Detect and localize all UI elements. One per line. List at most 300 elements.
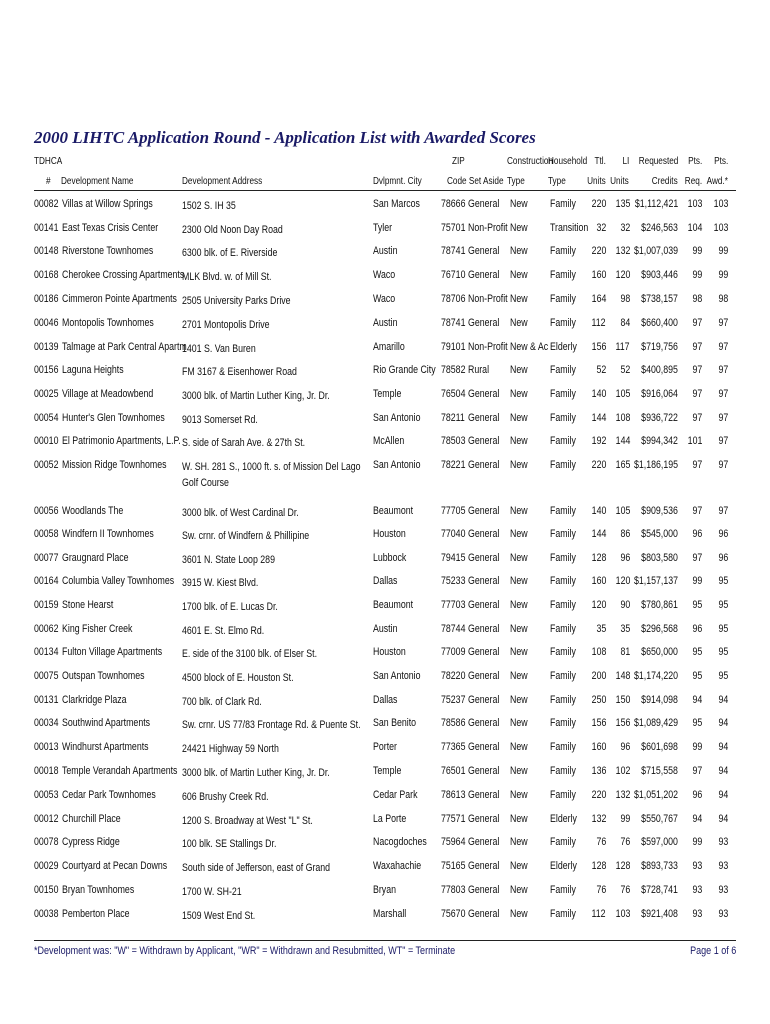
cell-zip: 77803 [441,884,466,896]
cell-total-units: 156 [591,717,606,729]
cell-set-aside: General [468,908,500,920]
cell-total-units: 136 [591,765,606,777]
cell-construction-type: New [510,245,528,257]
header-requested: Requested [638,156,678,167]
cell-tdhca-number: 00134 [34,646,59,658]
cell-set-aside: General [468,884,500,896]
cell-construction-type: New [510,435,528,447]
cell-construction-type: New & Ac [510,341,549,353]
cell-zip: 77703 [441,599,466,611]
cell-household-type: Family [550,575,576,587]
cell-total-units: 164 [591,293,606,305]
cell-city: Houston [373,646,406,658]
cell-points-awarded: 93 [718,884,728,896]
cell-development-address: FM 3167 & Eisenhower Road [182,366,297,378]
cell-tdhca-number: 00054 [34,412,59,424]
cell-set-aside: General [468,670,500,682]
cell-city: Cedar Park [373,789,418,801]
cell-household-type: Family [550,412,576,424]
cell-points-requested: 97 [692,388,702,400]
cell-total-units: 76 [596,836,606,848]
cell-total-units: 144 [591,528,606,540]
cell-tdhca-number: 00034 [34,717,59,729]
cell-zip: 75964 [441,836,466,848]
cell-construction-type: New [510,364,528,376]
header-zip-top: ZIP [452,156,465,167]
cell-set-aside: General [468,245,500,257]
cell-development-name: Clarkridge Plaza [62,694,127,706]
cell-points-awarded: 94 [718,765,728,777]
cell-zip: 76710 [441,269,466,281]
cell-development-name: Cherokee Crossing Apartments [62,269,185,281]
cell-points-requested: 99 [692,269,702,281]
cell-points-requested: 99 [692,836,702,848]
cell-zip: 78211 [441,412,465,424]
cell-requested-credits: $1,089,429 [633,717,678,729]
cell-development-name: Cypress Ridge [62,836,120,848]
report-title: 2000 LIHTC Application Round - Application List with Awarded Scores [34,128,536,147]
cell-household-type: Family [550,317,576,329]
cell-points-awarded: 95 [718,599,728,611]
cell-total-units: 128 [591,860,606,872]
cell-household-type: Family [550,293,576,305]
cell-requested-credits: $1,112,421 [634,198,678,210]
cell-development-name: Cedar Park Townhomes [62,789,156,801]
cell-household-type: Family [550,694,576,706]
cell-li-units: 35 [620,623,630,635]
cell-development-address: Sw. crnr. of Windfern & Phillipine [182,530,310,542]
cell-development-name: Temple Verandah Apartments [62,765,178,777]
cell-set-aside: General [468,860,500,872]
header-number: # [46,176,51,187]
cell-development-address: 2300 Old Noon Day Road [182,224,283,236]
cell-tdhca-number: 00075 [34,670,59,682]
cell-requested-credits: $909,536 [641,505,678,517]
cell-li-units: 132 [615,789,630,801]
cell-construction-type: New [510,505,528,517]
cell-set-aside: General [468,435,500,447]
cell-development-name: Fulton Village Apartments [62,646,163,658]
cell-city: Waco [373,293,396,305]
cell-total-units: 144 [591,412,606,424]
cell-set-aside: General [468,623,500,635]
cell-development-name: Courtyard at Pecan Downs [62,860,168,872]
cell-li-units: 120 [615,269,630,281]
cell-set-aside: General [468,269,500,281]
cell-set-aside: General [468,789,500,801]
cell-requested-credits: $728,741 [641,884,678,896]
cell-city: Houston [373,528,406,540]
header-points-requested: Req. [684,176,702,187]
cell-development-name: Talmage at Park Central Apartm [62,341,187,353]
cell-requested-credits: $400,895 [641,364,678,376]
cell-total-units: 220 [591,198,606,210]
cell-requested-credits: $914,098 [641,694,678,706]
cell-development-name: Mission Ridge Townhomes [62,459,167,471]
cell-total-units: 132 [591,813,606,825]
cell-tdhca-number: 00058 [34,528,59,540]
cell-development-address: 1502 S. IH 35 [182,200,236,212]
cell-set-aside: General [468,528,500,540]
cell-points-requested: 94 [692,813,702,825]
cell-construction-type: New [510,717,528,729]
header-household: Household [548,156,588,167]
cell-requested-credits: $1,051,202 [633,789,678,801]
cell-points-awarded: 97 [718,505,728,517]
cell-set-aside: General [468,813,500,825]
cell-development-address: 3601 N. State Loop 289 [182,554,275,566]
header-points-req-top: Pts. [687,156,702,167]
cell-total-units: 128 [591,552,606,564]
cell-requested-credits: $893,733 [641,860,678,872]
cell-requested-credits: $1,174,220 [633,670,678,682]
cell-points-requested: 98 [692,293,702,305]
cell-total-units: 32 [596,222,606,234]
cell-set-aside: General [468,765,500,777]
cell-set-aside: General [468,317,500,329]
cell-tdhca-number: 00141 [34,222,59,234]
cell-points-awarded: 95 [718,575,728,587]
cell-li-units: 132 [615,245,630,257]
cell-household-type: Family [550,623,576,635]
cell-total-units: 112 [591,908,606,920]
cell-points-awarded: 97 [718,364,728,376]
cell-points-requested: 95 [692,599,702,611]
cell-zip: 78586 [441,717,466,729]
cell-points-awarded: 97 [718,459,728,471]
cell-li-units: 81 [620,646,630,658]
cell-points-awarded: 97 [718,341,728,353]
cell-development-name: Columbia Valley Townhomes [62,575,175,587]
cell-zip: 77365 [441,741,466,753]
cell-development-address: 2505 University Parks Drive [182,295,291,307]
cell-tdhca-number: 00150 [34,884,59,896]
cell-city: Tyler [373,222,393,234]
cell-points-awarded: 97 [718,388,728,400]
cell-set-aside: General [468,388,500,400]
header-requested-credits: Credits [652,176,678,187]
cell-development-address: 3000 blk. of West Cardinal Dr. [182,507,299,519]
cell-li-units: 148 [615,670,630,682]
cell-development-name: Montopolis Townhomes [62,317,154,329]
cell-zip: 75165 [441,860,466,872]
cell-development-address: 1700 blk. of E. Lucas Dr. [182,601,278,613]
cell-development-address: MLK Blvd. w. of Mill St. [182,271,272,283]
cell-points-awarded: 103 [713,222,728,234]
cell-zip: 79101 [441,341,466,353]
footer-divider [34,940,736,941]
cell-li-units: 32 [620,222,630,234]
cell-construction-type: New [510,908,528,920]
cell-zip: 78706 [441,293,466,305]
cell-li-units: 108 [615,412,630,424]
cell-zip: 78741 [441,317,466,329]
cell-total-units: 160 [591,269,606,281]
cell-development-address: 4601 E. St. Elmo Rd. [182,625,265,637]
cell-total-units: 108 [591,646,606,658]
cell-points-requested: 97 [692,341,702,353]
cell-requested-credits: $936,722 [641,412,678,424]
cell-zip: 77009 [441,646,466,658]
cell-li-units: 96 [620,741,630,753]
cell-city: San Antonio [373,670,421,682]
cell-requested-credits: $994,342 [641,435,678,447]
cell-zip: 77705 [441,505,466,517]
cell-set-aside: General [468,412,500,424]
cell-points-awarded: 97 [718,435,728,447]
cell-household-type: Elderly [550,813,577,825]
cell-development-name: Stone Hearst [62,599,114,611]
cell-set-aside: General [468,717,500,729]
cell-development-name: El Patrimonio Apartments, L.P. [62,435,181,447]
cell-li-units: 52 [620,364,630,376]
cell-construction-type: New [510,599,528,611]
cell-tdhca-number: 00012 [34,813,59,825]
cell-requested-credits: $1,007,039 [633,245,678,257]
cell-requested-credits: $660,400 [641,317,678,329]
header-divider [34,190,736,191]
cell-requested-credits: $719,756 [641,341,678,353]
cell-tdhca-number: 00010 [34,435,59,447]
cell-points-requested: 103 [687,198,702,210]
cell-requested-credits: $597,000 [641,836,678,848]
cell-points-requested: 97 [692,765,702,777]
cell-total-units: 160 [591,575,606,587]
cell-zip: 75670 [441,908,466,920]
cell-household-type: Family [550,388,576,400]
cell-zip: 78666 [441,198,466,210]
cell-city: Dallas [373,575,398,587]
cell-city: Austin [373,317,398,329]
cell-set-aside: General [468,198,500,210]
cell-construction-type: New [510,765,528,777]
cell-city: Marshall [373,908,407,920]
cell-requested-credits: $715,558 [641,765,678,777]
cell-zip: 77571 [441,813,466,825]
cell-points-requested: 96 [692,623,702,635]
cell-household-type: Family [550,364,576,376]
cell-city: Lubbock [373,552,407,564]
cell-points-awarded: 97 [718,317,728,329]
cell-development-name: East Texas Crisis Center [62,222,159,234]
cell-construction-type: New [510,836,528,848]
cell-total-units: 160 [591,741,606,753]
cell-development-address: 3000 blk. of Martin Luther King, Jr. Dr. [182,390,330,402]
cell-total-units: 140 [591,388,606,400]
header-development-name: Development Name [61,176,134,187]
cell-household-type: Family [550,505,576,517]
cell-requested-credits: $246,563 [641,222,678,234]
cell-tdhca-number: 00186 [34,293,59,305]
cell-construction-type: New [510,813,528,825]
cell-total-units: 76 [596,884,606,896]
cell-li-units: 98 [620,293,630,305]
cell-zip: 78741 [441,245,466,257]
cell-development-name: Graugnard Place [62,552,129,564]
cell-points-requested: 97 [692,459,702,471]
cell-tdhca-number: 00062 [34,623,59,635]
cell-set-aside: General [468,836,500,848]
cell-household-type: Family [550,884,576,896]
cell-points-requested: 99 [692,245,702,257]
cell-points-awarded: 103 [713,198,728,210]
header-tdhca: TDHCA [34,156,63,167]
cell-development-name: Laguna Heights [62,364,124,376]
cell-city: McAllen [373,435,405,447]
cell-zip: 76504 [441,388,466,400]
cell-li-units: 135 [615,198,630,210]
cell-household-type: Family [550,717,576,729]
cell-li-units: 90 [620,599,630,611]
cell-tdhca-number: 00053 [34,789,59,801]
cell-set-aside: General [468,694,500,706]
cell-points-requested: 101 [687,435,702,447]
cell-development-name: Villas at Willow Springs [62,198,153,210]
cell-tdhca-number: 00148 [34,245,59,257]
cell-construction-type: New [510,222,528,234]
cell-development-address: 700 blk. of Clark Rd. [182,696,262,708]
cell-development-address: 1509 West End St. [182,910,256,922]
cell-set-aside: General [468,646,500,658]
cell-construction-type: New [510,528,528,540]
cell-development-address: E. side of the 3100 blk. of Elser St. [182,648,318,660]
cell-development-address: 1401 S. Van Buren [182,343,256,355]
cell-household-type: Family [550,435,576,447]
cell-set-aside: General [468,741,500,753]
cell-points-awarded: 99 [718,269,728,281]
cell-construction-type: New [510,789,528,801]
cell-points-requested: 94 [692,694,702,706]
cell-household-type: Family [550,245,576,257]
cell-points-awarded: 96 [718,552,728,564]
cell-development-address: 1700 W. SH-21 [182,886,242,898]
cell-li-units: 76 [620,884,630,896]
header-city: Dvlpmnt. City [373,176,422,187]
cell-development-name: King Fisher Creek [62,623,133,635]
cell-development-name: Pemberton Place [62,908,130,920]
header-zip-setaside: Code Set Aside [447,176,504,187]
cell-household-type: Family [550,459,576,471]
cell-set-aside: General [468,599,500,611]
header-construction-type: Type [507,176,525,187]
cell-household-type: Family [550,741,576,753]
cell-li-units: 128 [615,860,630,872]
cell-points-awarded: 94 [718,789,728,801]
cell-household-type: Family [550,670,576,682]
header-points-awd-top: Pts. [713,156,728,167]
cell-construction-type: New [510,552,528,564]
cell-construction-type: New [510,388,528,400]
cell-development-name: Windhurst Apartments [62,741,149,753]
cell-requested-credits: $296,568 [641,623,678,635]
cell-tdhca-number: 00018 [34,765,59,777]
cell-tdhca-number: 00139 [34,341,59,353]
cell-tdhca-number: 00164 [34,575,59,587]
cell-development-name: Outspan Townhomes [62,670,145,682]
cell-city: San Benito [373,717,417,729]
cell-household-type: Family [550,269,576,281]
cell-points-awarded: 94 [718,741,728,753]
cell-requested-credits: $601,698 [641,741,678,753]
cell-points-awarded: 95 [718,646,728,658]
cell-tdhca-number: 00056 [34,505,59,517]
cell-total-units: 200 [591,670,606,682]
cell-development-address: 4500 block of E. Houston St. [182,672,294,684]
cell-set-aside: Non-Profit [468,293,508,305]
cell-city: Beaumont [373,505,414,517]
cell-tdhca-number: 00077 [34,552,59,564]
cell-li-units: 105 [615,388,630,400]
cell-construction-type: New [510,623,528,635]
cell-city: Amarillo [373,341,405,353]
cell-set-aside: General [468,505,500,517]
cell-tdhca-number: 00131 [34,694,59,706]
cell-zip: 78221 [441,459,466,471]
cell-points-awarded: 94 [718,694,728,706]
cell-points-requested: 97 [692,317,702,329]
cell-zip: 79415 [441,552,466,564]
cell-development-address: 100 blk. SE Stallings Dr. [182,838,277,850]
cell-points-requested: 95 [692,717,702,729]
cell-tdhca-number: 00159 [34,599,59,611]
cell-points-awarded: 95 [718,670,728,682]
cell-construction-type: New [510,317,528,329]
cell-household-type: Family [550,836,576,848]
cell-development-name: Village at Meadowbend [62,388,154,400]
cell-development-address: 9013 Somerset Rd. [182,414,258,426]
cell-zip: 77040 [441,528,466,540]
cell-tdhca-number: 00013 [34,741,59,753]
cell-construction-type: New [510,459,528,471]
cell-city: Temple [373,765,402,777]
footnote: *Development was: "W" = Withdrawn by Applicant, "WR" = Withdrawn and Resubmitted, WT" = Terminate [34,945,456,957]
cell-zip: 78613 [441,789,466,801]
cell-li-units: 84 [620,317,630,329]
cell-total-units: 250 [591,694,606,706]
cell-requested-credits: $738,157 [641,293,678,305]
cell-construction-type: New [510,741,528,753]
cell-city: Bryan [373,884,396,896]
cell-total-units: 52 [596,364,606,376]
cell-tdhca-number: 00038 [34,908,59,920]
cell-city: Beaumont [373,599,414,611]
cell-household-type: Family [550,528,576,540]
header-household-type: Type [548,176,566,187]
header-li-units: Units [610,176,629,187]
cell-points-requested: 97 [692,552,702,564]
cell-set-aside: Non-Profit [468,341,508,353]
cell-development-address: 3915 W. Kiest Blvd. [182,577,259,589]
cell-total-units: 220 [591,245,606,257]
cell-requested-credits: $803,580 [641,552,678,564]
cell-household-type: Family [550,765,576,777]
cell-points-awarded: 95 [718,623,728,635]
cell-zip: 75233 [441,575,466,587]
cell-household-type: Family [550,789,576,801]
cell-li-units: 103 [615,908,630,920]
cell-points-requested: 99 [692,741,702,753]
cell-points-requested: 95 [692,670,702,682]
cell-requested-credits: $916,064 [641,388,678,400]
cell-total-units: 220 [591,459,606,471]
cell-requested-credits: $780,861 [641,599,678,611]
cell-development-address: 24421 Highway 59 North [182,743,279,755]
cell-tdhca-number: 00046 [34,317,59,329]
cell-li-units: 76 [620,836,630,848]
cell-points-requested: 96 [692,789,702,801]
cell-requested-credits: $921,408 [641,908,678,920]
cell-construction-type: New [510,412,528,424]
